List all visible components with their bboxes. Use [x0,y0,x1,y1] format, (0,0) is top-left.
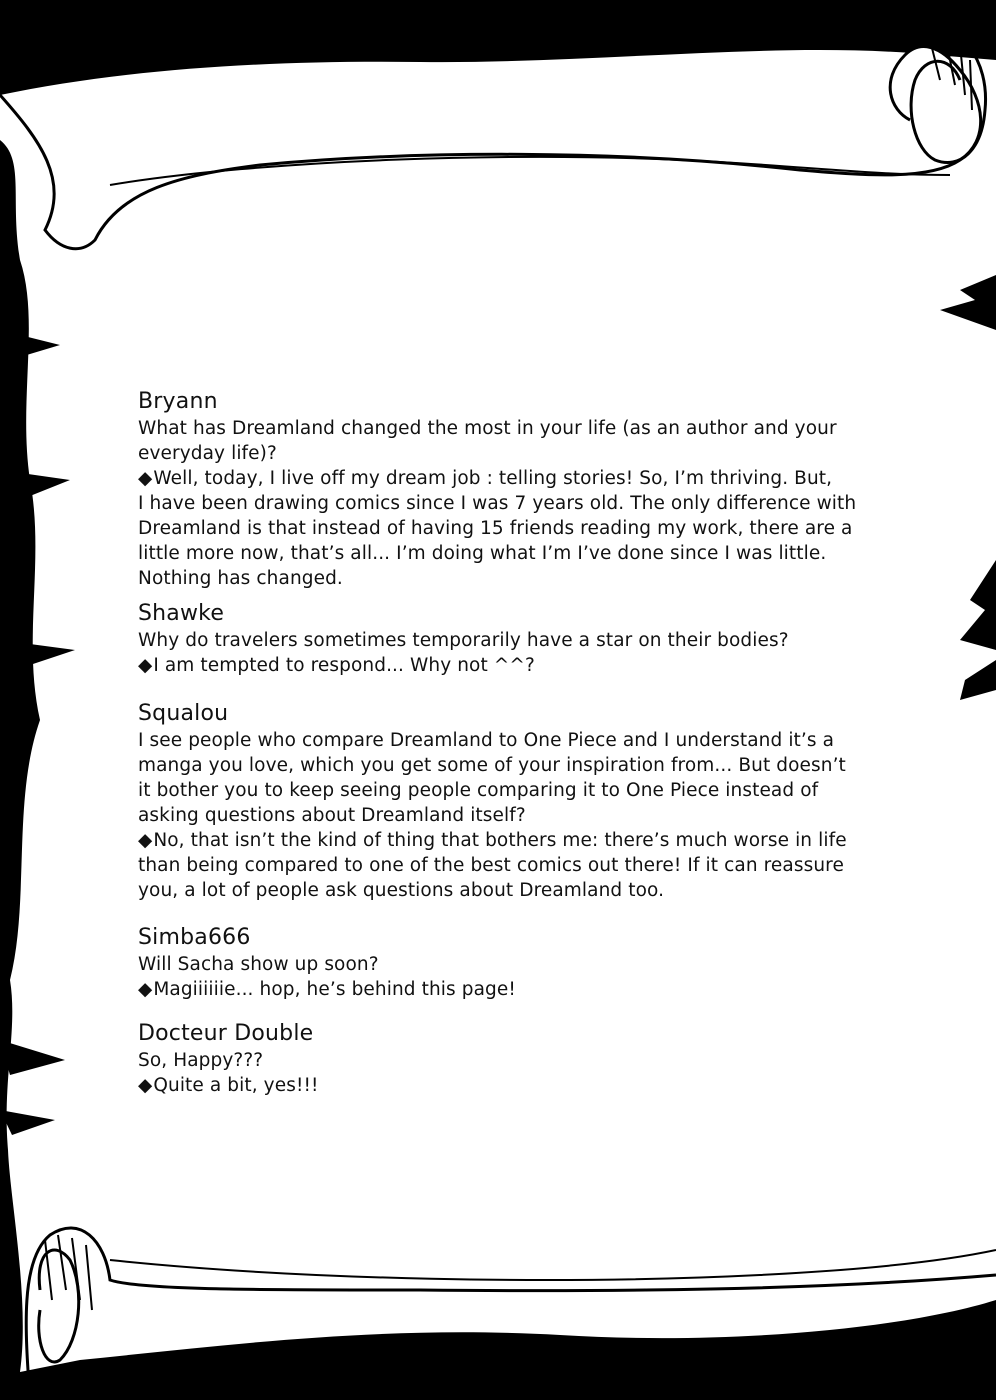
answer-marker-icon: ◆ [138,979,153,1000]
answer-text: Magiiiiiie... hop, he’s behind this page! [153,979,516,1000]
answer-line [138,828,847,853]
answer-line: I have been drawing comics since I was 7 years old. The only difference with [138,493,857,514]
qa-entry [138,600,789,678]
answer-marker-icon: ◆ [138,468,153,489]
question-line: manga you love, which you get some of your inspiration from... But doesn’t [138,755,846,776]
answer-line [138,466,856,491]
answer-line: Nothing has changed. [138,568,343,589]
question-line: I see people who compare Dreamland to One Piece and I understand it’s a [138,730,835,751]
asker-name: Bryann [138,389,218,414]
asker-name: Docteur Double [138,1021,314,1046]
question-line: So, Happy??? [138,1050,264,1071]
answer-line: little more now, that’s all... I’m doing what I’m I’ve done since I was little. [138,543,827,564]
question-line: everyday life)? [138,443,277,464]
qa-entry [138,388,856,591]
answer-line [138,653,789,678]
answer-line: you, a lot of people ask questions about Dreamland too. [138,880,665,901]
answer-marker-icon: ◆ [138,830,153,851]
question-line: asking questions about Dreamland itself? [138,805,526,826]
qa-entry [138,1020,319,1098]
question-line: Why do travelers sometimes temporarily have a star on their bodies? [138,630,789,651]
answer-marker-icon: ◆ [138,655,153,676]
answer-text: No, that isn’t the kind of thing that bothers me: there’s much worse in life [153,830,847,851]
answer-line [138,977,516,1002]
question-line: it bother you to keep seeing people comparing it to One Piece instead of [138,780,819,801]
answer-text: I am tempted to respond... Why not ^^? [153,655,535,676]
answer-line [138,1073,319,1098]
asker-name: Shawke [138,601,225,626]
qa-entry [138,700,847,903]
answer-line: Dreamland is that instead of having 15 friends reading my work, there are a [138,518,853,539]
question-line: What has Dreamland changed the most in your life (as an author and your [138,418,837,439]
qa-entry [138,924,516,1002]
answer-text: Well, today, I live off my dream job : telling stories! So, I’m thriving. But, [153,468,833,489]
asker-name: Squalou [138,701,229,726]
answer-line: than being compared to one of the best comics out there! If it can reassure [138,855,844,876]
answer-marker-icon: ◆ [138,1075,153,1096]
answer-text: Quite a bit, yes!!! [153,1075,319,1096]
question-line: Will Sacha show up soon? [138,954,379,975]
asker-name: Simba666 [138,925,251,950]
